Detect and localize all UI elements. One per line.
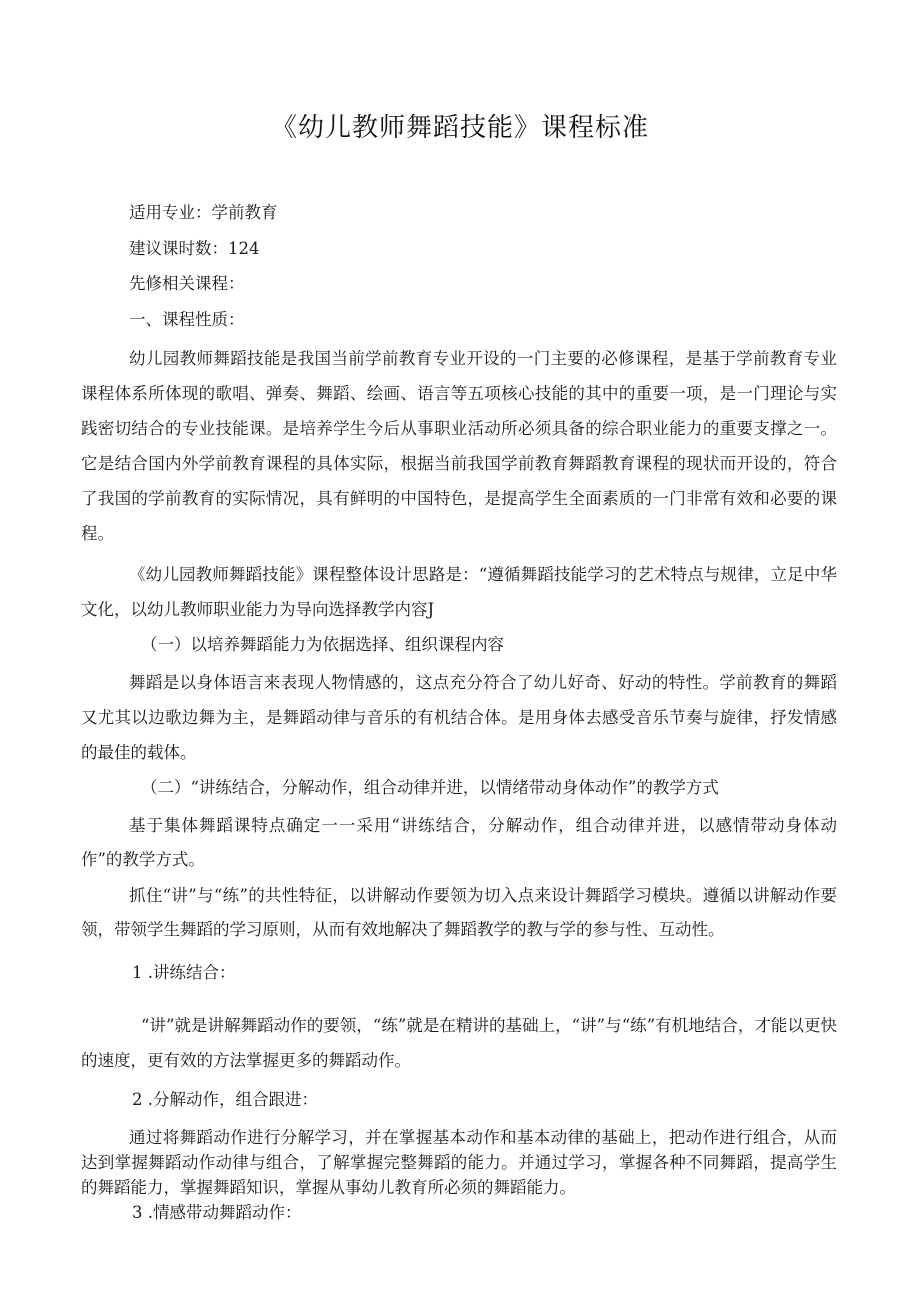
subheading-teaching-method: （二）“讲练结合，分解动作，组合动律并进，以情绪带动身体动作”的教学方式 [141,778,719,797]
paragraph-method-basis: 基于集体舞蹈课特点确定一一采用“讲练结合，分解动作，组合动律并进，以感情带动身体动作”的教学方式。 [81,816,837,869]
paragraph-course-nature: 幼儿园教师舞蹈技能是我国当前学前教育专业开设的一门主要的必修课程，是基于学前教育专业课程体系所体现的歌唱、弹奏、舞蹈、绘画、语言等五项核心技能的其中的重要一项，是一门理论与实践密切结合的专业技能课。是培养学生今后从事职业活动所必须具备的综合职业能力的重要支撑之一。它是结合国内外学前教育课程的具体实际，根据当前我国学前教育舞蹈教育课程的现状而开设的，符合了我国的学前教育的实际情况，具有鲜明的中国特色，是提高学生全面素质的一门非常有效和必要的课程。 [81,349,837,543]
paragraph-design-idea: 《幼儿园教师舞蹈技能》课程整体设计思路是：“遵循舞蹈技能学习的艺术特点与规律，立足中华文化，以幼儿教师职业能力为导向选择教学内容J [81,565,837,619]
prerequisite-courses: 先修相关课程： [129,274,245,293]
paragraph-explain-practice: 抓住“讲”与“练”的共性特征，以讲解动作要领为切入点来设计舞蹈学习模块。遵循以讲解动作要领，带领学生舞蹈的学习原则，从而有效地解决了舞蹈教学的教与学的参与性、互动性。 [81,886,837,939]
suggested-hours: 建议课时数：124 [129,239,260,258]
paragraph-item-2: 通过将舞蹈动作进行分解学习，并在掌握基本动作和基本动律的基础上，把动作进行组合，从而达到掌握舞蹈动作动律与组合，了解掌握完整舞蹈的能力。并通过学习，掌握各种不同舞蹈，提高学生的舞蹈能力，掌握舞蹈知识，掌握从事幼儿教育所必须的舞蹈能力。 [81,1128,837,1197]
section-heading-course-nature: 一、课程性质： [129,310,245,329]
paragraph-dance-definition: 舞蹈是以身体语言来表现人物情感的，这点充分符合了幼儿好奇、好动的特性。学前教育的舞蹈又尤其以边歌边舞为主，是舞蹈动律与音乐的有机结合体。是用身体去感受音乐节奏与旋律，抒发情感的最佳的载体。 [81,673,837,762]
paragraph-item-1: “讲”就是讲解舞蹈动作的要领，“练”就是在精讲的基础上，“讲”与“练”有机地结合，才能以更快的速度，更有效的方法掌握更多的舞蹈动作。 [81,1016,837,1070]
document-title: 《幼儿教师舞蹈技能》课程标准 [270,113,649,143]
applicable-major: 适用专业：学前教育 [129,203,278,222]
item-1-heading: 1 .讲练结合： [132,963,236,982]
subheading-content-selection: （一）以培养舞蹈能力为依据选择、组织课程内容 [141,635,504,654]
item-3-heading: 3 .情感带动舞蹈动作： [132,1203,302,1222]
item-2-heading: 2 .分解动作，组合跟进： [132,1090,318,1109]
